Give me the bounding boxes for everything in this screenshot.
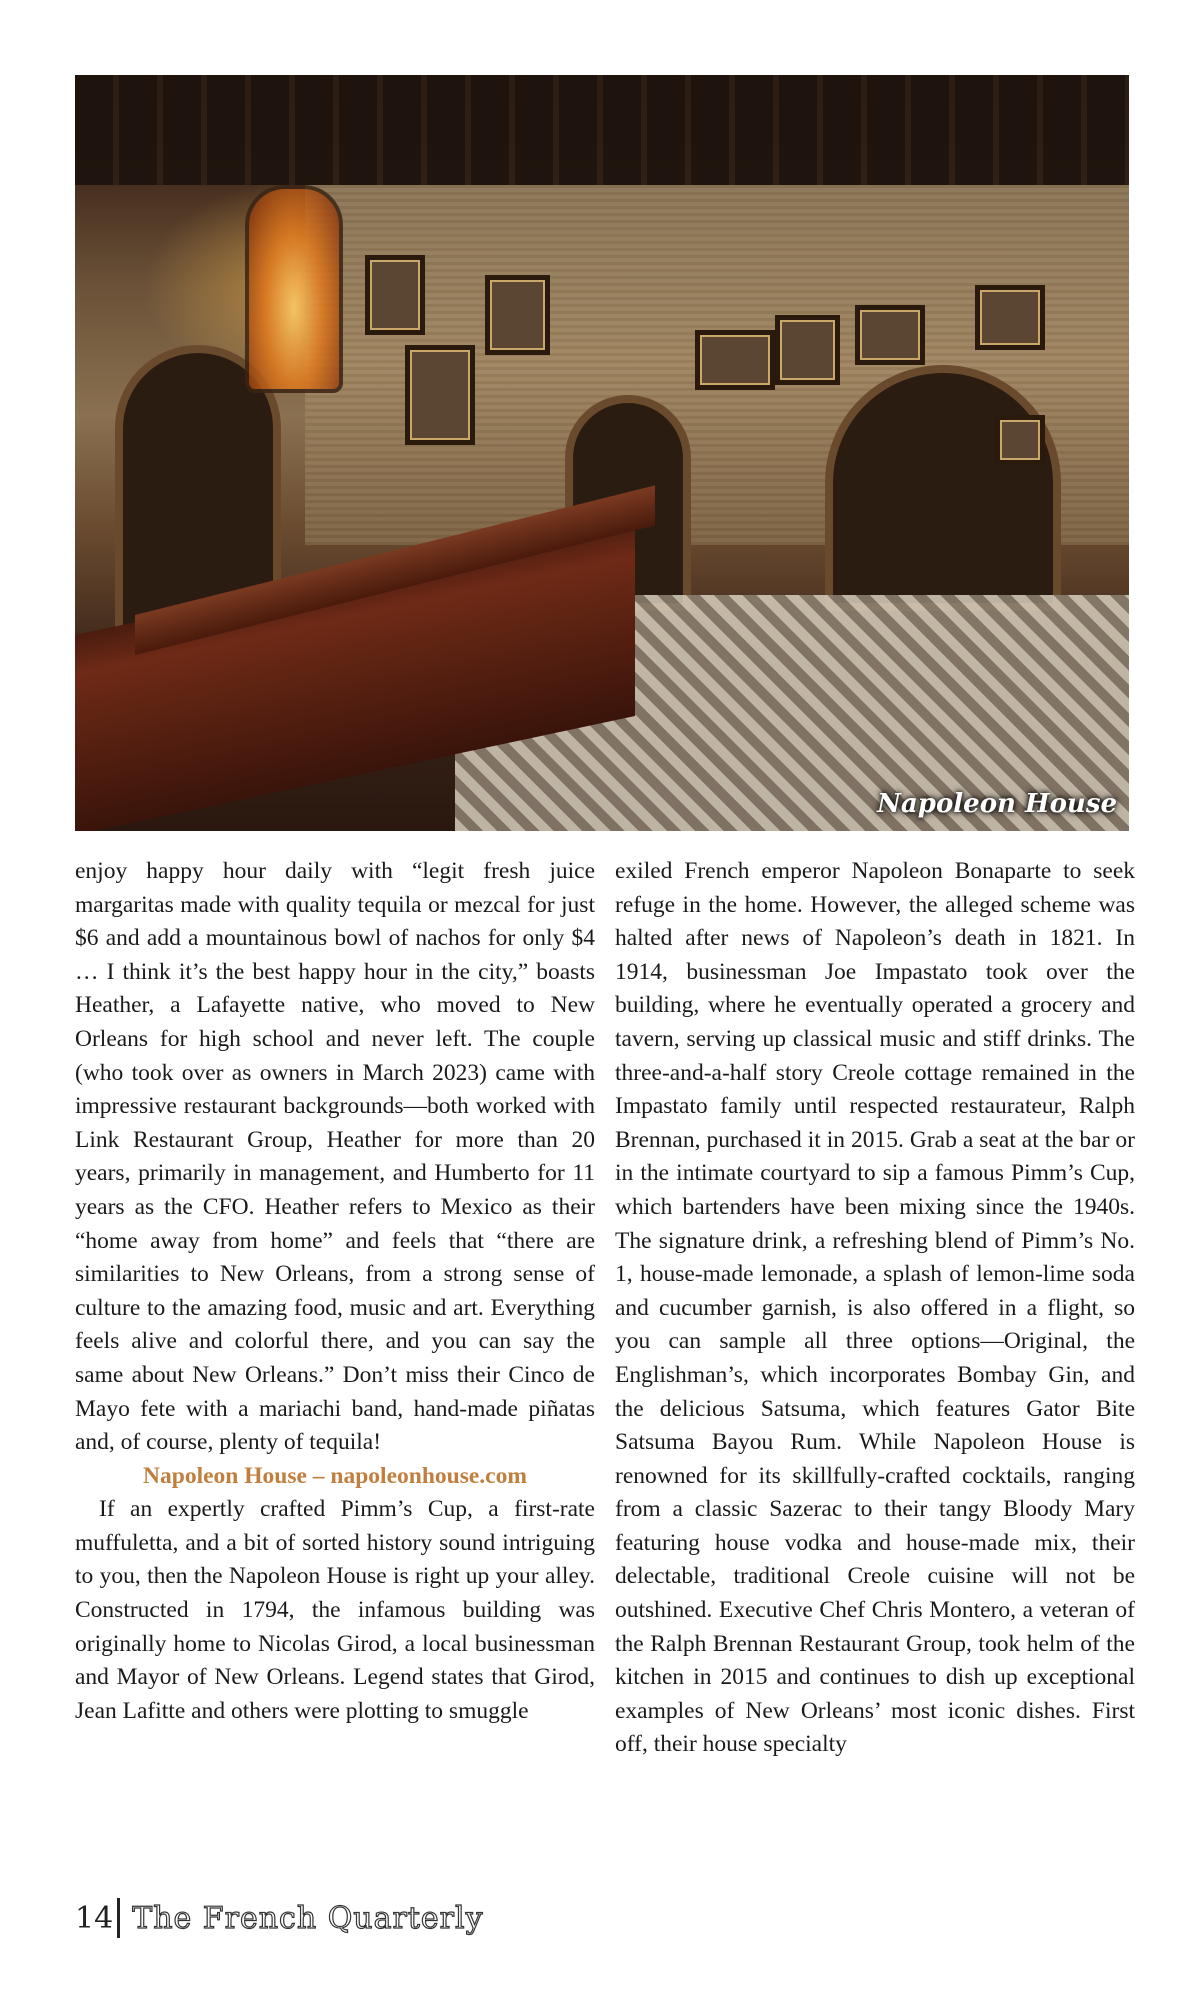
photo-wall-frame xyxy=(775,315,840,385)
photo-ceiling-beams xyxy=(75,75,1129,185)
photo-wall-frame xyxy=(485,275,550,355)
left-paragraph-1: enjoy happy hour daily with “legit fresh juice margaritas made with quality tequila or mezcal for just $6 and add a mountainous bowl of nachos for only $4 … I think it’s the best happy hour in the city,” boasts Heather, a Lafayette native, who moved to New Orleans for high school and never left. The couple (who took over as owners in March 2023) came with impressive restaurant backgrounds—both worked with Link Restaurant Group, Heather for more than 20 years, primarily in management, and Humberto for 11 years as the CFO. Heather refers to Mexico as their “home away from home” and feels that “there are similarities to New Orleans, from a strong sense of culture to the amazing food, music and art. Everything feels alive and colorful there, and you can say the same about New Orleans.” Don’t miss their Cinco de Mayo fete with a mariachi band, hand-made piñatas and, of course, plenty of tequila! xyxy=(75,858,595,1456)
photo-caption: Napoleon House xyxy=(877,789,1117,819)
photo-right-arch xyxy=(825,365,1061,611)
photo-wall-frame xyxy=(975,285,1045,350)
photo-wall-frame xyxy=(695,330,775,390)
page-footer xyxy=(75,1898,484,1938)
left-paragraph-2: If an expertly crafted Pimm’s Cup, a first-rate muffuletta, and a bit of sorted history sound intriguing to you, then the Napoleon House is right up your alley. Constructed in 1794, the infamous building was originally home to Nicolas Girod, a local businessman and Mayor of New Orleans. Legend states that Girod, Jean Lafitte and others were plotting to smuggle xyxy=(75,1496,595,1724)
section-heading-napoleon-house: Napoleon House – napoleonhouse.com xyxy=(143,1462,527,1489)
page-number: 14 xyxy=(75,1900,114,1936)
photo-wall-frame xyxy=(365,255,425,335)
photo-wall-frame xyxy=(405,345,475,445)
napoleon-house-photo xyxy=(75,75,1129,831)
photo-wall-frame xyxy=(995,415,1045,465)
footer-divider xyxy=(117,1898,120,1938)
right-column xyxy=(615,855,1135,1762)
photo-lantern xyxy=(245,185,343,393)
publication-name: The French Quarterly xyxy=(132,1900,484,1936)
photo-wall-frame xyxy=(855,305,925,365)
right-paragraph-1: exiled French emperor Napoleon Bonaparte to seek refuge in the home. However, the alleged scheme was halted after news of Napoleon’s death in 1821. In 1914, businessman Joe Impastato took over the building, where he eventually operated a grocery and tavern, serving up classical music and stiff drinks. The three-and-a-half story Creole cottage remained in the Impastato family until respected restaurateur, Ralph Brennan, purchased it in 2015. Grab a seat at the bar or in the intimate courtyard to sip a famous Pimm’s Cup, which bartenders have been mixing since the 1940s. The signature drink, a refreshing blend of Pimm’s No. 1, house-made lemonade, a splash of lemon-lime soda and cucumber garnish, is also offered in a flight, so you can sample all three options—Original, the Englishman’s, which incorporates Bombay Gin, and the delicious Satsuma, which features Gator Bite Satsuma Bayou Rum. While Napoleon House is renowned for its skillfully-crafted cocktails, ranging from a classic Sazerac to their tangy Bloody Mary featuring house vodka and house-made mix, their delectable, traditional Creole cuisine will not be outshined. Executive Chef Chris Montero, a veteran of the Ralph Brennan Restaurant Group, took helm of the kitchen in 2015 and continues to dish up exceptional examples of New Orleans’ most iconic dishes. First off, their house specialty xyxy=(615,858,1135,1758)
left-column xyxy=(75,855,595,1728)
